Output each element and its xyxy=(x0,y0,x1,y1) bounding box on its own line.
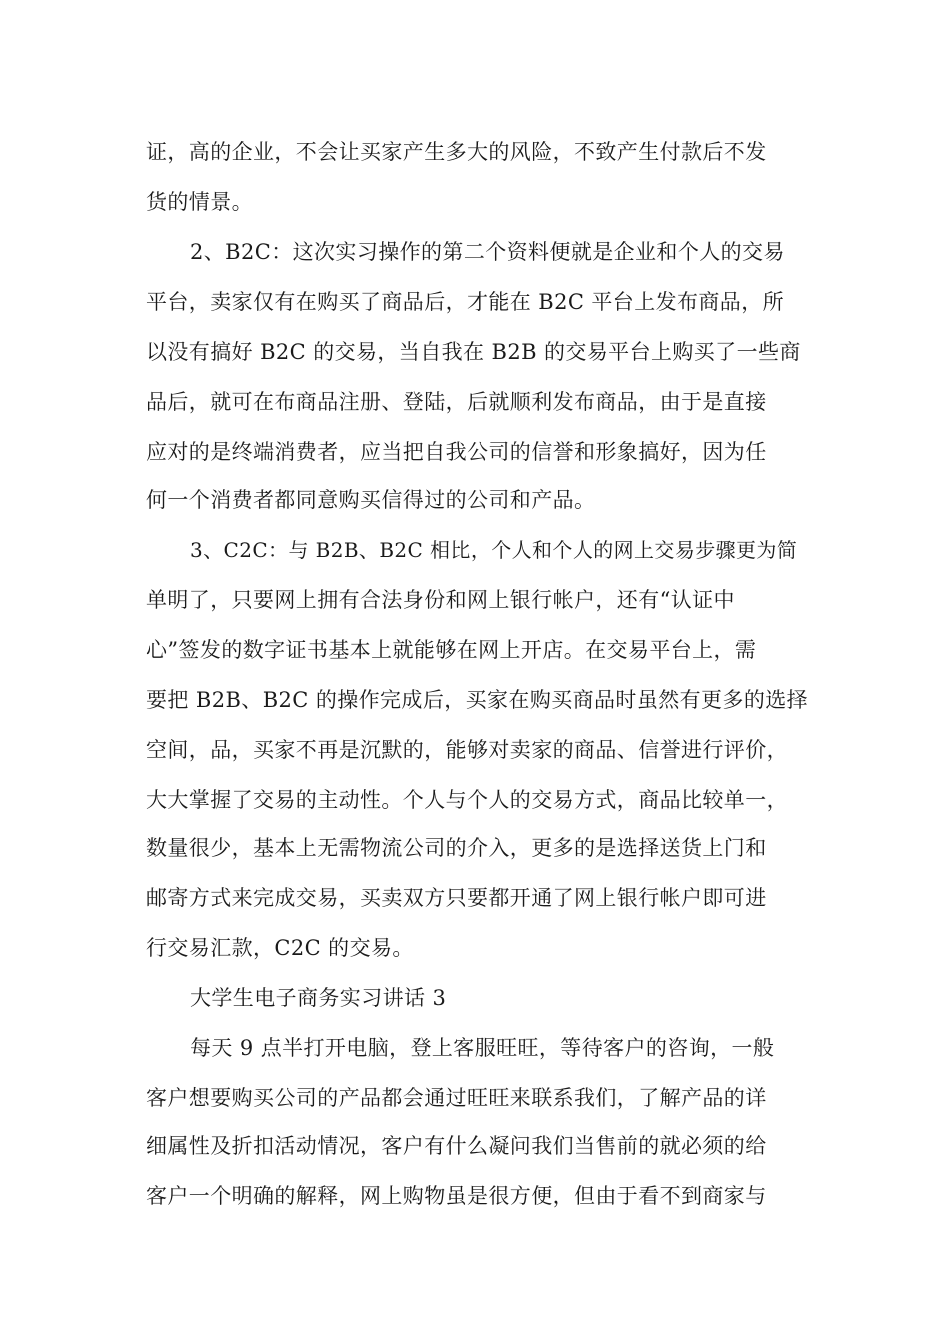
text-line: 行交易汇款，C2C 的交易。 xyxy=(146,936,414,960)
text-line: 心”签发的数字证书基本上就能够在网上开店。在交易平台上，需 xyxy=(146,638,757,662)
text-line: 细属性及折扣活动情况，客户有什么凝问我们当售前的就必须的给 xyxy=(146,1134,767,1158)
text-line: 品后，就可在布商品注册、登陆，后就顺利发布商品，由于是直接 xyxy=(146,390,767,414)
text-line: 平台，卖家仅有在购买了商品后，才能在 B2C 平台上发布商品，所 xyxy=(146,290,785,314)
text-line: 客户一个明确的解释，网上购物虽是很方便，但由于看不到商家与 xyxy=(146,1184,767,1208)
text-line: 大大掌握了交易的主动性。个人与个人的交易方式，商品比较单一， xyxy=(146,788,788,812)
text-line: 客户想要购买公司的产品都会通过旺旺来联系我们，了解产品的详 xyxy=(146,1086,767,1110)
text-line: 要把 B2B、B2C 的操作完成后，买家在购买商品时虽然有更多的选择 xyxy=(146,688,809,712)
text-line: 何一个消费者都同意购买信得过的公司和产品。 xyxy=(146,488,596,512)
text-line: 数量很少，基本上无需物流公司的介入，更多的是选择送货上门和 xyxy=(146,836,767,860)
text-line: 邮寄方式来完成交易，买卖双方只要都开通了网上银行帐户即可进 xyxy=(146,886,767,910)
text-line: 3、C2C：与 B2B、B2C 相比，个人和个人的网上交易步骤更为简 xyxy=(190,538,798,562)
text-line: 空间，品，买家不再是沉默的，能够对卖家的商品、信誉进行评价， xyxy=(146,738,788,762)
text-line: 应对的是终端消费者，应当把自我公司的信誉和形象搞好，因为任 xyxy=(146,440,767,464)
section-heading: 大学生电子商务实习讲话 3 xyxy=(190,986,447,1010)
text-line: 每天 9 点半打开电脑，登上客服旺旺，等待客户的咨询，一般 xyxy=(190,1036,775,1060)
text-line: 2、B2C：这次实习操作的第二个资料便就是企业和个人的交易 xyxy=(190,240,785,264)
text-line: 证，高的企业，不会让买家产生多大的风险，不致产生付款后不发 xyxy=(146,140,767,164)
text-line: 单明了，只要网上拥有合法身份和网上银行帐户，还有“认证中 xyxy=(146,588,735,612)
text-line: 以没有搞好 B2C 的交易，当自我在 B2B 的交易平台上购买了一些商 xyxy=(146,340,801,364)
text-line: 货的情景。 xyxy=(146,190,253,214)
